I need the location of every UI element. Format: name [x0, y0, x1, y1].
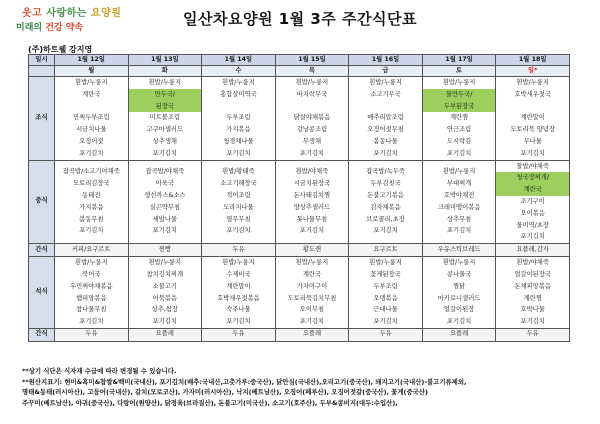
menu-item: 크레미맹이볶음	[437, 203, 481, 211]
menu-item: 두부조림	[373, 282, 398, 290]
di-day-cell	[128, 257, 202, 329]
menu-item: 계란국	[82, 90, 101, 98]
di-day-cell	[349, 257, 423, 329]
menu-item: 브로콜리,초장	[366, 215, 405, 223]
snack-cell: 요구르트	[349, 244, 423, 257]
lu-day-cell	[422, 160, 496, 244]
lu-day-cell	[496, 160, 570, 244]
menu-item: 시금치나물	[76, 126, 107, 134]
menu-item: 홍합살미역국	[220, 90, 257, 98]
menu-item: 계란말이	[520, 114, 545, 122]
menu-item: 돈불고기볶음	[367, 192, 404, 200]
notes	[22, 366, 582, 408]
snack-cell: 요플레	[275, 328, 349, 341]
menu-item: 계란말이	[226, 282, 251, 290]
snack1-row	[29, 244, 570, 257]
menu-item: 흰밥/누룽지	[295, 79, 329, 86]
menu-item: 흰밥/야채죽	[295, 168, 329, 176]
snack-cell: 찐빵	[128, 244, 202, 257]
logo-line2: 미래의 건강 약속	[16, 23, 84, 33]
di-day-cell	[275, 257, 349, 329]
menu-item: 포기김치	[299, 318, 325, 326]
menu-item: 두부김칫국	[370, 180, 401, 188]
menu-item: 두부된장국	[423, 101, 496, 113]
menu-item: 청국장찌개/	[496, 172, 569, 184]
menu-item: 물만두국/	[423, 89, 496, 101]
menu-item: 김자채볶음	[370, 203, 401, 211]
di-day-cell	[55, 257, 129, 329]
note-line: **원산지표기: 현미&흑미&찹쌀&백미(국내산), 포기김치(배추:국내산,고춧가루:중국산), 닭안심(국내산),오리고기(중국산), 돼지고기(국내산)-불고기류제외,	[22, 377, 467, 386]
menu-item: 흰밥/누룽지	[75, 259, 108, 267]
menu-item: 무나물	[523, 137, 542, 145]
menu-item: 고구마샐러드	[146, 126, 184, 134]
menu-item	[496, 101, 569, 113]
menu-item: 두부조림	[226, 114, 251, 122]
menu-item: 얼갈이된장국	[514, 270, 551, 278]
weekday-row	[29, 66, 570, 77]
weekday-cell: 목	[275, 66, 349, 77]
menu-item: 흰밥/누룽지	[516, 79, 549, 86]
menu-item: 포기김치	[520, 233, 545, 241]
lu-day-cell	[349, 160, 423, 244]
menu-item: 포기김치	[373, 227, 398, 235]
menu-item	[276, 101, 349, 113]
menu-item: 청경채나물	[223, 137, 254, 145]
lu-day-cell	[128, 160, 202, 244]
date-cell: 1월 18일	[496, 55, 570, 66]
date-cell: 1월 15일	[275, 55, 349, 66]
menu-item: 호박나물	[520, 306, 545, 314]
menu-item: 메추리알조림	[367, 114, 404, 122]
menu-item: 오징어젓무침	[367, 126, 404, 134]
bf-day-cell	[55, 77, 129, 161]
menu-item: 포기김치	[226, 227, 251, 235]
menu-item: 어묵볶음	[152, 294, 178, 302]
menu-item	[202, 101, 275, 113]
bf-day-cell	[422, 77, 496, 161]
menu-item: 숙주나물	[226, 306, 251, 314]
menu-item: 돈사태김치찜	[293, 192, 331, 200]
menu-item: 꽃게된장국	[370, 270, 401, 278]
menu-item: 바지락무국	[296, 90, 328, 98]
menu-item: 참나물무침	[76, 306, 107, 314]
menu-item: 수제비국	[226, 270, 251, 278]
menu-item: 도토리묵김치무침	[287, 294, 337, 302]
menu-item: 적어조림	[226, 192, 251, 200]
dinner-label: 석식	[29, 257, 55, 329]
menu-item: 오이무침	[299, 306, 325, 314]
snack-cell: 두유	[496, 328, 570, 341]
date-header-label: 일시	[29, 55, 55, 66]
menu-item: 포기김치	[299, 227, 325, 235]
weekday-cell: 수	[202, 66, 276, 77]
weekday-label-cell	[29, 66, 55, 77]
menu-item: 세발나물	[152, 215, 178, 223]
menu-item: 오이볶음	[520, 209, 545, 217]
menu-item: 흰밥/누룽지	[222, 79, 255, 86]
page-title: 일산차요양원 1월 3주 주간식단표	[183, 10, 417, 28]
menu-item: 도토리김장국	[73, 180, 110, 188]
company-label: (주)하트웰 강지영	[28, 45, 93, 54]
bf-day-cell	[128, 77, 202, 161]
menu-item: 계란찜	[523, 294, 542, 302]
weekday-cell: 화	[128, 66, 202, 77]
menu-item: 호박새우젓볶음	[217, 294, 260, 302]
menu-item: 무생채	[302, 137, 322, 145]
menu-item: 흰밥/누룽지	[369, 259, 402, 267]
menu-item: 생선까스&소스	[144, 192, 186, 200]
menu-item: 가지볶음	[226, 126, 251, 134]
menu-item: 포기김치	[446, 318, 472, 326]
menu-item: 포기김치	[226, 318, 251, 326]
menu-item: 북어국	[82, 270, 101, 278]
menu-item: 소고기무국	[370, 90, 401, 98]
weekday-cell: 월	[55, 66, 129, 77]
breakfast-label: 조식	[29, 77, 55, 161]
menu-item: 근대나물	[373, 306, 398, 314]
menu-item: 흰밥/누룽지	[442, 168, 476, 176]
snack-cell: 요플레,감자	[496, 244, 570, 257]
bf-day-cell	[202, 77, 276, 161]
menu-item: 포기김치	[152, 227, 178, 235]
menu-item: 톳나물무침	[296, 215, 328, 223]
menu-item: 연근조림	[446, 126, 472, 134]
menu-item: 포기김치	[520, 149, 545, 157]
menu-item: 부대찌개	[446, 180, 472, 188]
menu-item: 조기구이	[520, 197, 545, 205]
dinner-row	[29, 257, 570, 329]
menu-item: 계란국	[496, 184, 569, 196]
menu-item: 흰밥/누룽지	[148, 259, 182, 267]
menu-item: 가자미구이	[296, 282, 328, 290]
menu-item: 잡곡밥/소고기야채죽	[62, 168, 120, 176]
menu-item: 흰밥/야채죽	[516, 259, 549, 267]
weekday-cell: 금	[349, 66, 423, 77]
weekday-cell: 토	[422, 66, 496, 77]
weekly-menu-table	[28, 54, 570, 342]
snack-cell: 두유	[55, 328, 129, 341]
snack-cell: 커피/요구르트	[55, 244, 129, 257]
menu-item: 흰밥/누룽지	[369, 79, 402, 86]
menu-item: 계란찜	[449, 114, 469, 122]
menu-item: 계란국	[302, 270, 322, 278]
menu-item: 봄동나물	[373, 137, 398, 145]
menu-item: 흰밥/누룽지	[295, 259, 329, 267]
menu-item: 열무무침	[226, 215, 251, 223]
note-line: 주꾸미(베트남산), 아귀(중국산), 다랑어(원양산), 닭정육(브라질산), 돈불고기(미국산), 소고기(호주산), 두부&콩비지(대두:수입산),	[22, 398, 398, 407]
snack-cell: 두유	[202, 244, 276, 257]
menu-item: 도토리묵 양념장	[510, 126, 555, 134]
menu-item: 오징어젓	[79, 137, 104, 145]
menu-item: 포기김치	[446, 227, 472, 235]
menu-item: 포기김치	[79, 149, 104, 157]
menu-item: 시금치된장국	[293, 180, 331, 188]
snack2-row	[29, 328, 570, 341]
menu-item: 미트볼조림	[149, 114, 181, 122]
menu-item: 찰밥/야채죽	[516, 162, 549, 170]
menu-item: 아욱국	[155, 180, 174, 188]
di-day-cell	[202, 257, 276, 329]
note-line: **상기 식단은 식자재 수급에 따라 변경될 수 있습니다.	[22, 367, 177, 375]
menu-item: 민찌두부조림	[73, 114, 110, 122]
menu-item: 봄동무침	[79, 215, 104, 223]
menu-item: 포기김치	[79, 227, 104, 235]
menu-item: 콩나물국	[446, 270, 472, 278]
date-cell: 1월 14일	[202, 55, 276, 66]
menu-item: 우민찌야채볶음	[69, 282, 113, 290]
snack2-label: 간식	[29, 328, 55, 341]
menu-item: 마카로니샐러드	[437, 294, 481, 302]
menu-item: 실곤약무침	[149, 203, 181, 211]
menu-item: 흰밥/누룽지	[75, 79, 108, 86]
menu-item: 도라지나물	[223, 203, 254, 211]
snack-cell: 두유	[349, 328, 423, 341]
menu-item: 오뎅볶음	[373, 294, 398, 302]
menu-item: 상추,쌈장	[151, 306, 179, 314]
date-cell: 1월 16일	[349, 55, 423, 66]
menu-item: 햄피망볶음	[76, 294, 107, 302]
menu-item: 상추생채	[152, 137, 178, 145]
di-day-cell	[422, 257, 496, 329]
menu-item: 잡곡밥/야채죽	[145, 168, 185, 176]
snack-cell: 황도캔	[275, 244, 349, 257]
breakfast-row	[29, 77, 570, 161]
snack-cell: 두유	[202, 328, 276, 341]
weekday-cell: 일*	[496, 66, 570, 77]
menu-item	[349, 101, 422, 113]
date-cell: 1월 17일	[422, 55, 496, 66]
menu-item: 흰밥/누룽지	[442, 79, 476, 86]
menu-item: 찜닭	[453, 282, 466, 290]
lu-day-cell	[202, 160, 276, 244]
menu-item: 물미역/초장	[516, 221, 549, 229]
menu-item: 돈채피망볶음	[514, 282, 551, 290]
menu-item: 소고기해장국	[220, 180, 257, 188]
date-cell: 1월 13일	[128, 55, 202, 66]
menu-item: 흰밥/누룽지	[222, 259, 255, 267]
menu-item: 흰밥/황태죽	[222, 168, 255, 176]
menu-item: 호박야채전	[443, 192, 475, 200]
menu-item: 포기김치	[373, 149, 398, 157]
snack-cell: 요플레	[128, 328, 202, 341]
menu-item: 포기김치	[79, 318, 104, 326]
menu-item: 상추무침	[446, 215, 472, 223]
logo-line1: 웃고 사랑하는 요양원	[22, 8, 122, 19]
menu-item: 포기김치	[152, 149, 178, 157]
menu-item: 호박새우젓국	[514, 90, 551, 98]
lunch-row	[29, 160, 570, 244]
date-header-row	[29, 55, 570, 66]
snack-cell: 우유스틱브레드	[422, 244, 496, 257]
menu-item: 포기김치	[299, 149, 325, 157]
bf-day-cell	[349, 77, 423, 161]
menu-item: 포기김치	[373, 318, 398, 326]
menu-item: 포기김치	[520, 318, 545, 326]
menu-item: 양상추샐러드	[293, 203, 331, 211]
menu-item: 흰밥/누룽지	[442, 259, 476, 267]
menu-item: 얼갈이된장	[443, 306, 475, 314]
lu-day-cell	[275, 160, 349, 244]
menu-item: 만두국/	[129, 89, 202, 101]
menu-item: 된장국	[129, 101, 202, 113]
menu-item: 포기김치	[152, 318, 178, 326]
menu-item: 강낭콩조림	[296, 126, 328, 134]
bf-day-cell	[275, 77, 349, 161]
note-line: 명태&동태(러시아산), 고등어(국내산), 갈치(모로코산), 가자미(러시아산), 낙지(베트남산), 오징어(페루산), 오징어젓갈(중국산), 꽃게(중국산)	[22, 388, 428, 397]
menu-item: 동태전	[82, 192, 101, 200]
menu-item: 닭살야채볶음	[293, 114, 331, 122]
snack-cell: 요플레	[422, 328, 496, 341]
menu-item: 가지볶음	[79, 203, 104, 211]
menu-item: 포기김치	[446, 149, 472, 157]
di-day-cell	[496, 257, 570, 329]
lu-day-cell	[55, 160, 129, 244]
snack1-label: 간식	[29, 244, 55, 257]
menu-item: 도시락김	[446, 137, 472, 145]
menu-item: 잡곡밥/녹두죽	[366, 168, 405, 176]
menu-item: 포기김치	[226, 149, 251, 157]
menu-item: 참치김치찌개	[146, 270, 184, 278]
menu-item: 흰밥/누룽지	[148, 79, 182, 86]
menu-item	[55, 101, 128, 113]
menu-item: 소불고기	[152, 282, 178, 290]
date-cell: 1월 12일	[55, 55, 129, 66]
lunch-label: 중식	[29, 160, 55, 244]
bf-day-cell	[496, 77, 570, 161]
